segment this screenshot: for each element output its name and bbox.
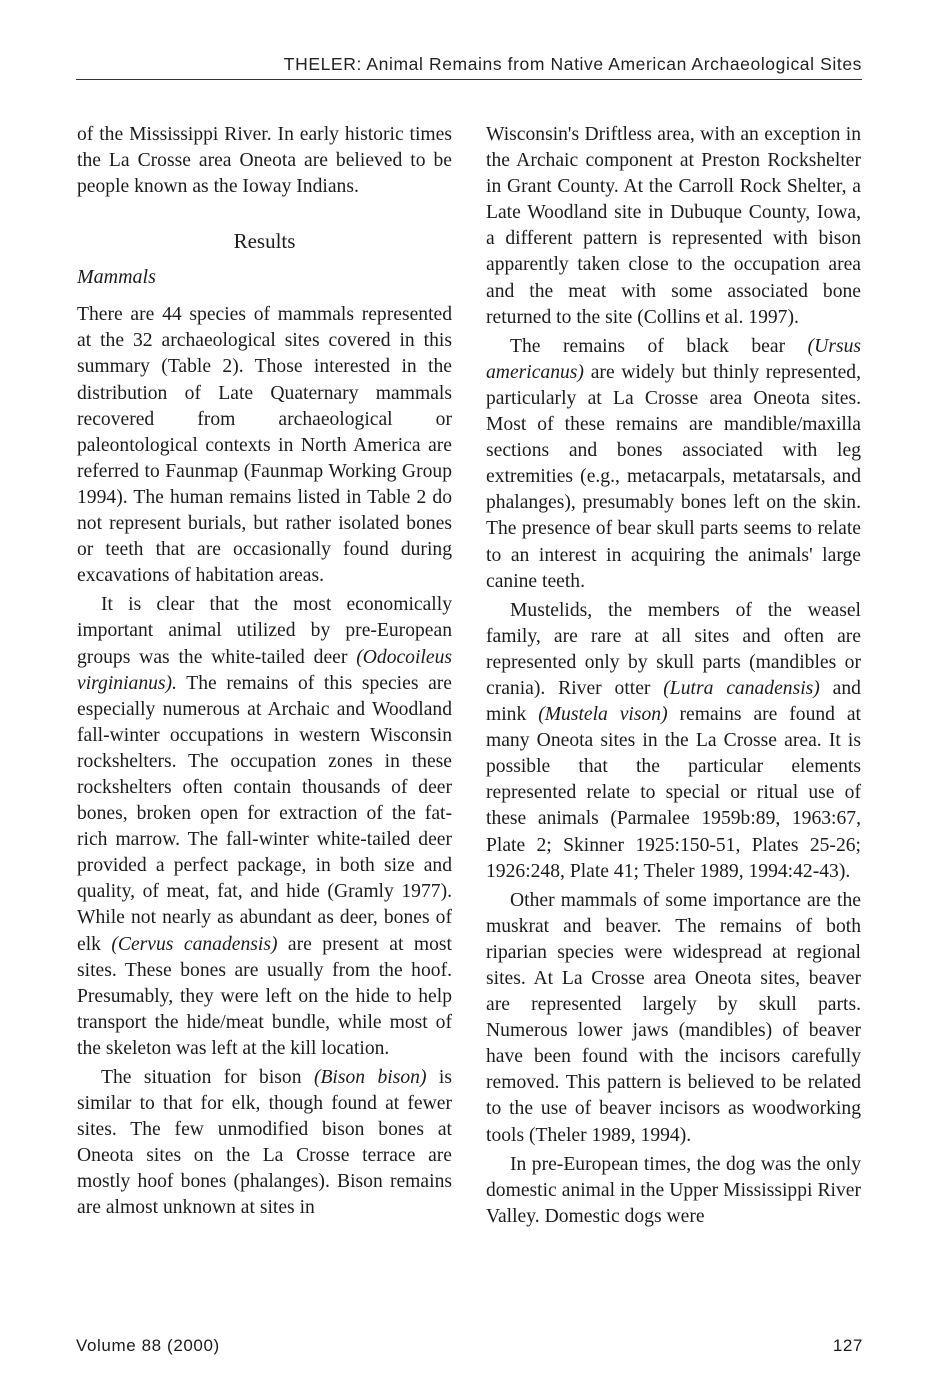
scientific-name-mink: (Mustela vison) bbox=[538, 704, 668, 726]
paragraph-continuation: of the Mississippi River. In early historic times the La Crosse area Oneota are believed to be people known as the Ioway Indians. bbox=[77, 124, 452, 198]
paragraph-bison bbox=[77, 1065, 452, 1222]
section-heading-results: Results bbox=[233, 229, 296, 254]
text-run: are present at most sites. These bones are usually from the hoof. Presumably, they were left on the hide to help transport the hide/meat bundle, while most of the skeleton was left at the kill location. bbox=[77, 933, 452, 1059]
text-run: and mink bbox=[486, 677, 861, 726]
text-run: The remains of this species are especially numerous at Archaic and Woodland fall-winter occupations in western Wisconsin rockshelters. The occupation zones in these rockshelters often contain thousands of deer bones, broken open for extraction of the fat-rich marrow. The fall-winter white-tailed deer provided a perfect package, in both size and quality, of meat, fat, and hide (Gramly 1977). While not nearly as abundant as deer, bones of elk bbox=[77, 672, 452, 955]
scientific-name-otter: (Lutra canadensis) bbox=[663, 677, 820, 699]
text-run: The remains of black bear bbox=[510, 335, 808, 357]
right-column bbox=[486, 122, 861, 1230]
subheading-mammals: Mammals bbox=[77, 266, 156, 289]
footer-volume: Volume 88 (2000) bbox=[76, 1336, 220, 1355]
paragraph-dog: In pre-European times, the dog was the only domestic animal in the Upper Mississippi River Valley. Domestic dogs were bbox=[486, 1153, 861, 1227]
paragraph-black-bear bbox=[486, 334, 861, 595]
text-run: are widely but thinly represented, particularly at La Crosse area Oneota sites. Most of these remains are mandible/maxilla sections and bones associated with leg extremities (e.g., metacarpals, metatarsals, and phalanges), presumably bones left on the skin. The presence of bear skull parts seems to relate to an interest in acquiring the animals' large canine teeth. bbox=[486, 361, 861, 592]
text-run: It is clear that the most economically important animal utilized by pre-European groups was the white-tailed deer bbox=[77, 594, 452, 668]
scientific-name-elk: (Cervus canadensis) bbox=[111, 933, 278, 955]
paragraph-continuation-bison: Wisconsin's Driftless area, with an exception in the Archaic component at Preston Rockshelter in Grant County. At the Carroll Rock Shelter, a Late Woodland site in Dubuque County, Iowa, a different pattern is represented with bison apparently taken close to the occupation area and the meat with some associated bone returned to the site (Collins et al. 1997). bbox=[486, 124, 861, 328]
header-rule bbox=[76, 79, 862, 80]
scientific-name-bear: (Ursus americanus) bbox=[486, 335, 861, 383]
paragraph-muskrat-beaver: Other mammals of some importance are the muskrat and beaver. The remains of both riparian species were widespread at regional sites. At La Crosse area Oneota sites, beaver are represented largely by skull parts. Numerous lower jaws (mandibles) of beaver have been found with the incisors carefully removed. This pattern is believed to be related to the use of beaver incisors as woodworking tools (Theler 1989, 1994). bbox=[486, 889, 861, 1146]
scientific-name-deer: (Odocoileus virginianus). bbox=[77, 646, 452, 694]
paragraph-mammal-species: There are 44 species of mammals represented at the 32 archaeological sites covered in this summary (Table 2). Those interested in the distribution of Late Quaternary mammals recovered from archaeological or paleontological contexts in North America are referred to Faunmap (Faunmap Working Group 1994). The human remains listed in Table 2 do not represent burials, but rather isolated bones or teeth that are occasionally found during excavations of habitation areas. bbox=[77, 304, 452, 587]
scientific-name-bison: (Bison bison) bbox=[313, 1067, 427, 1088]
page-number: 127 bbox=[832, 1336, 863, 1355]
running-header: THELER: Animal Remains from Native American Archaeological Sites bbox=[283, 54, 862, 74]
text-run: Mustelids, the members of the weasel family, are rare at all sites and often are represented only by skull parts (mandibles or crania). River otter bbox=[486, 599, 861, 699]
text-run: The situation for bison bbox=[101, 1067, 314, 1088]
paragraph-deer-elk bbox=[77, 592, 452, 1062]
paragraph-mustelids bbox=[486, 598, 861, 885]
text-run: remains are found at many Oneota sites in the La Crosse area. It is possible that the particular elements represented relate to special or ritual use of these animals (Parmalee 1959b:89, 1963:67, Plate 2; Skinner 1925:150-51, Plates 25-26; 1926:248, Plate 41; Theler 1989, 1994:42-43). bbox=[486, 704, 862, 882]
text-run: is similar to that for elk, though found at fewer sites. The few unmodified bison bones at Oneota sites on the La Crosse terrace are mostly hoof bones (phalanges). Bison remains are almost unknown at sites in bbox=[77, 1067, 452, 1219]
left-column bbox=[77, 122, 452, 1222]
